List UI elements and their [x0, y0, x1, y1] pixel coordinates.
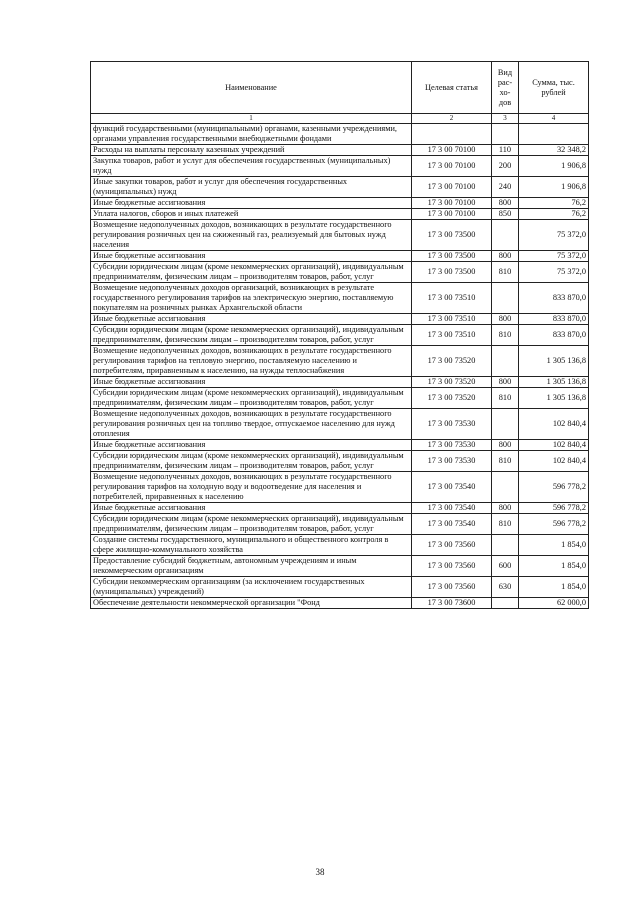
- cell-vid: 800: [492, 503, 519, 514]
- cell-code: 17 3 00 73510: [412, 283, 492, 314]
- cell-sum: 1 305 136,8: [519, 346, 589, 377]
- cell-vid: 810: [492, 451, 519, 472]
- cell-code: 17 3 00 70100: [412, 209, 492, 220]
- cell-code: 17 3 00 73560: [412, 535, 492, 556]
- cell-sum: 1 305 136,8: [519, 377, 589, 388]
- cell-sum: 833 870,0: [519, 325, 589, 346]
- cell-code: 17 3 00 73500: [412, 220, 492, 251]
- cell-name: Уплата налогов, сборов и иных платежей: [91, 209, 412, 220]
- cell-code: 17 3 00 70100: [412, 177, 492, 198]
- cell-sum: 76,2: [519, 198, 589, 209]
- table-row: [91, 325, 589, 346]
- cell-code: 17 3 00 70100: [412, 156, 492, 177]
- cell-sum: 102 840,4: [519, 409, 589, 440]
- table-row: [91, 514, 589, 535]
- cell-vid: 800: [492, 198, 519, 209]
- table-row: [91, 283, 589, 314]
- column-number: 2: [412, 114, 492, 124]
- table-row: [91, 451, 589, 472]
- column-number-row: [91, 114, 589, 124]
- cell-sum: 75 372,0: [519, 262, 589, 283]
- table-row: [91, 440, 589, 451]
- budget-table: [90, 61, 589, 609]
- table-row: [91, 409, 589, 440]
- cell-name: Возмещение недополученных доходов, возникающих в результате государственного регулирования тарифов на тепловую энергию, поставляемую населению и потребителям, приравненным к населению, на нужды теплоснабжения: [91, 346, 412, 377]
- cell-sum: 1 854,0: [519, 577, 589, 598]
- cell-vid: 110: [492, 145, 519, 156]
- cell-sum: 833 870,0: [519, 283, 589, 314]
- cell-vid: 800: [492, 251, 519, 262]
- table-row: [91, 535, 589, 556]
- cell-vid: 800: [492, 377, 519, 388]
- table-row: [91, 556, 589, 577]
- table-row: [91, 598, 589, 609]
- cell-name: Субсидии некоммерческим организациям (за исключением государственных (муниципальных) учреждений): [91, 577, 412, 598]
- cell-code: 17 3 00 73560: [412, 577, 492, 598]
- cell-code: 17 3 00 73540: [412, 503, 492, 514]
- cell-code: 17 3 00 73520: [412, 388, 492, 409]
- cell-name: Предоставление субсидий бюджетным, автономным учреждениям и иным некоммерческим организациям: [91, 556, 412, 577]
- cell-vid: 810: [492, 388, 519, 409]
- cell-vid: 600: [492, 556, 519, 577]
- cell-code: 17 3 00 73520: [412, 377, 492, 388]
- cell-sum: [519, 124, 589, 145]
- cell-sum: 1 906,8: [519, 177, 589, 198]
- cell-sum: 1 854,0: [519, 535, 589, 556]
- cell-vid: [492, 124, 519, 145]
- cell-sum: 75 372,0: [519, 220, 589, 251]
- cell-vid: 800: [492, 314, 519, 325]
- cell-name: Расходы на выплаты персоналу казенных учреждений: [91, 145, 412, 156]
- cell-sum: 1 305 136,8: [519, 388, 589, 409]
- cell-name: Иные бюджетные ассигнования: [91, 440, 412, 451]
- table-row: [91, 346, 589, 377]
- header-row: [91, 62, 589, 114]
- cell-code: 17 3 00 70100: [412, 145, 492, 156]
- cell-vid: [492, 283, 519, 314]
- cell-name: Создание системы государственного, муниципального и общественного контроля в сфере жилищно-коммунального хозяйства: [91, 535, 412, 556]
- table-row: [91, 220, 589, 251]
- cell-code: 17 3 00 73530: [412, 440, 492, 451]
- cell-code: 17 3 00 73540: [412, 472, 492, 503]
- cell-name: Субсидии юридическим лицам (кроме некоммерческих организаций), индивидуальным предпринимателям, физическим лицам – производителям товаров, работ, услуг: [91, 451, 412, 472]
- table-row: [91, 472, 589, 503]
- cell-code: 17 3 00 73530: [412, 451, 492, 472]
- cell-vid: [492, 346, 519, 377]
- cell-name: Закупка товаров, работ и услуг для обеспечения государственных (муниципальных) нужд: [91, 156, 412, 177]
- cell-sum: 102 840,4: [519, 440, 589, 451]
- cell-code: 17 3 00 73510: [412, 325, 492, 346]
- cell-name: Возмещение недополученных доходов, возникающих в результате государственного регулирования тарифов на холодную воду и водоотведение для населения и потребителей, приравненных к населению: [91, 472, 412, 503]
- table-row: [91, 314, 589, 325]
- cell-name: Субсидии юридическим лицам (кроме некоммерческих организаций), индивидуальным предпринимателям, физическим лицам – производителям товаров, работ, услуг: [91, 514, 412, 535]
- cell-name: Обеспечение деятельности некоммерческой организации "Фонд: [91, 598, 412, 609]
- cell-name: Субсидии юридическим лицам (кроме некоммерческих организаций), индивидуальным предпринимателям, физическим лицам – производителям товаров, работ, услуг: [91, 388, 412, 409]
- header-sum: Сумма, тыс. рублей: [519, 62, 589, 114]
- cell-code: 17 3 00 73560: [412, 556, 492, 577]
- cell-vid: 810: [492, 514, 519, 535]
- cell-sum: 596 778,2: [519, 514, 589, 535]
- cell-name: Иные бюджетные ассигнования: [91, 198, 412, 209]
- table-row: [91, 209, 589, 220]
- cell-vid: [492, 409, 519, 440]
- cell-name: Иные бюджетные ассигнования: [91, 314, 412, 325]
- cell-vid: 800: [492, 440, 519, 451]
- cell-code: 17 3 00 73500: [412, 262, 492, 283]
- table-row: [91, 198, 589, 209]
- cell-sum: 596 778,2: [519, 503, 589, 514]
- cell-sum: 596 778,2: [519, 472, 589, 503]
- cell-sum: 32 348,2: [519, 145, 589, 156]
- table-row: [91, 577, 589, 598]
- header-code: Целевая статья: [412, 62, 492, 114]
- header-vid: Вид рас-хо-дов: [492, 62, 519, 114]
- table-body: [91, 124, 589, 609]
- page-number: 38: [315, 867, 325, 877]
- cell-code: [412, 124, 492, 145]
- cell-name: Иные бюджетные ассигнования: [91, 503, 412, 514]
- column-number: 4: [519, 114, 589, 124]
- cell-vid: [492, 220, 519, 251]
- cell-name: функций государственными (муниципальными) органами, казенными учреждениями, органами управления государственными внебюджетными фондами: [91, 124, 412, 145]
- cell-name: Иные бюджетные ассигнования: [91, 251, 412, 262]
- cell-code: 17 3 00 73520: [412, 346, 492, 377]
- table-row: [91, 388, 589, 409]
- cell-code: 17 3 00 73600: [412, 598, 492, 609]
- cell-code: 17 3 00 73540: [412, 514, 492, 535]
- cell-name: Возмещение недополученных доходов, возникающих в результате государственного регулирования розничных цен на сжиженный газ, реализуемый для бытовых нужд населения: [91, 220, 412, 251]
- table-row: [91, 145, 589, 156]
- cell-sum: 833 870,0: [519, 314, 589, 325]
- cell-name: Субсидии юридическим лицам (кроме некоммерческих организаций), индивидуальным предпринимателям, физическим лицам – производителям товаров, работ, услуг: [91, 325, 412, 346]
- cell-code: 17 3 00 73500: [412, 251, 492, 262]
- cell-vid: [492, 472, 519, 503]
- cell-name: Иные закупки товаров, работ и услуг для обеспечения государственных (муниципальных) нужд: [91, 177, 412, 198]
- cell-code: 17 3 00 73530: [412, 409, 492, 440]
- cell-code: 17 3 00 70100: [412, 198, 492, 209]
- cell-vid: 850: [492, 209, 519, 220]
- cell-vid: [492, 598, 519, 609]
- table-row: [91, 156, 589, 177]
- cell-name: Иные бюджетные ассигнования: [91, 377, 412, 388]
- cell-name: Субсидии юридическим лицам (кроме некоммерческих организаций), индивидуальным предпринимателям, физическим лицам – производителям товаров, работ, услуг: [91, 262, 412, 283]
- table-row: [91, 262, 589, 283]
- table-row: [91, 177, 589, 198]
- column-number: 1: [91, 114, 412, 124]
- cell-sum: 1 906,8: [519, 156, 589, 177]
- header-name: Наименование: [91, 62, 412, 114]
- cell-vid: 200: [492, 156, 519, 177]
- column-number: 3: [492, 114, 519, 124]
- cell-sum: 62 000,0: [519, 598, 589, 609]
- table-row: [91, 124, 589, 145]
- cell-vid: 810: [492, 262, 519, 283]
- cell-sum: 102 840,4: [519, 451, 589, 472]
- cell-vid: 240: [492, 177, 519, 198]
- cell-vid: [492, 535, 519, 556]
- table-row: [91, 377, 589, 388]
- cell-code: 17 3 00 73510: [412, 314, 492, 325]
- cell-vid: 810: [492, 325, 519, 346]
- cell-sum: 76,2: [519, 209, 589, 220]
- cell-sum: 1 854,0: [519, 556, 589, 577]
- cell-vid: 630: [492, 577, 519, 598]
- cell-name: Возмещение недополученных доходов организаций, возникающих в результате государственного регулирования тарифов на электрическую энергию, поставляемую покупателям на розничных рынках Архангельской области: [91, 283, 412, 314]
- table-row: [91, 251, 589, 262]
- cell-name: Возмещение недополученных доходов, возникающих в результате государственного регулирования розничных цен на топливо твердое, отпускаемое населению для нужд отопления: [91, 409, 412, 440]
- table-row: [91, 503, 589, 514]
- cell-sum: 75 372,0: [519, 251, 589, 262]
